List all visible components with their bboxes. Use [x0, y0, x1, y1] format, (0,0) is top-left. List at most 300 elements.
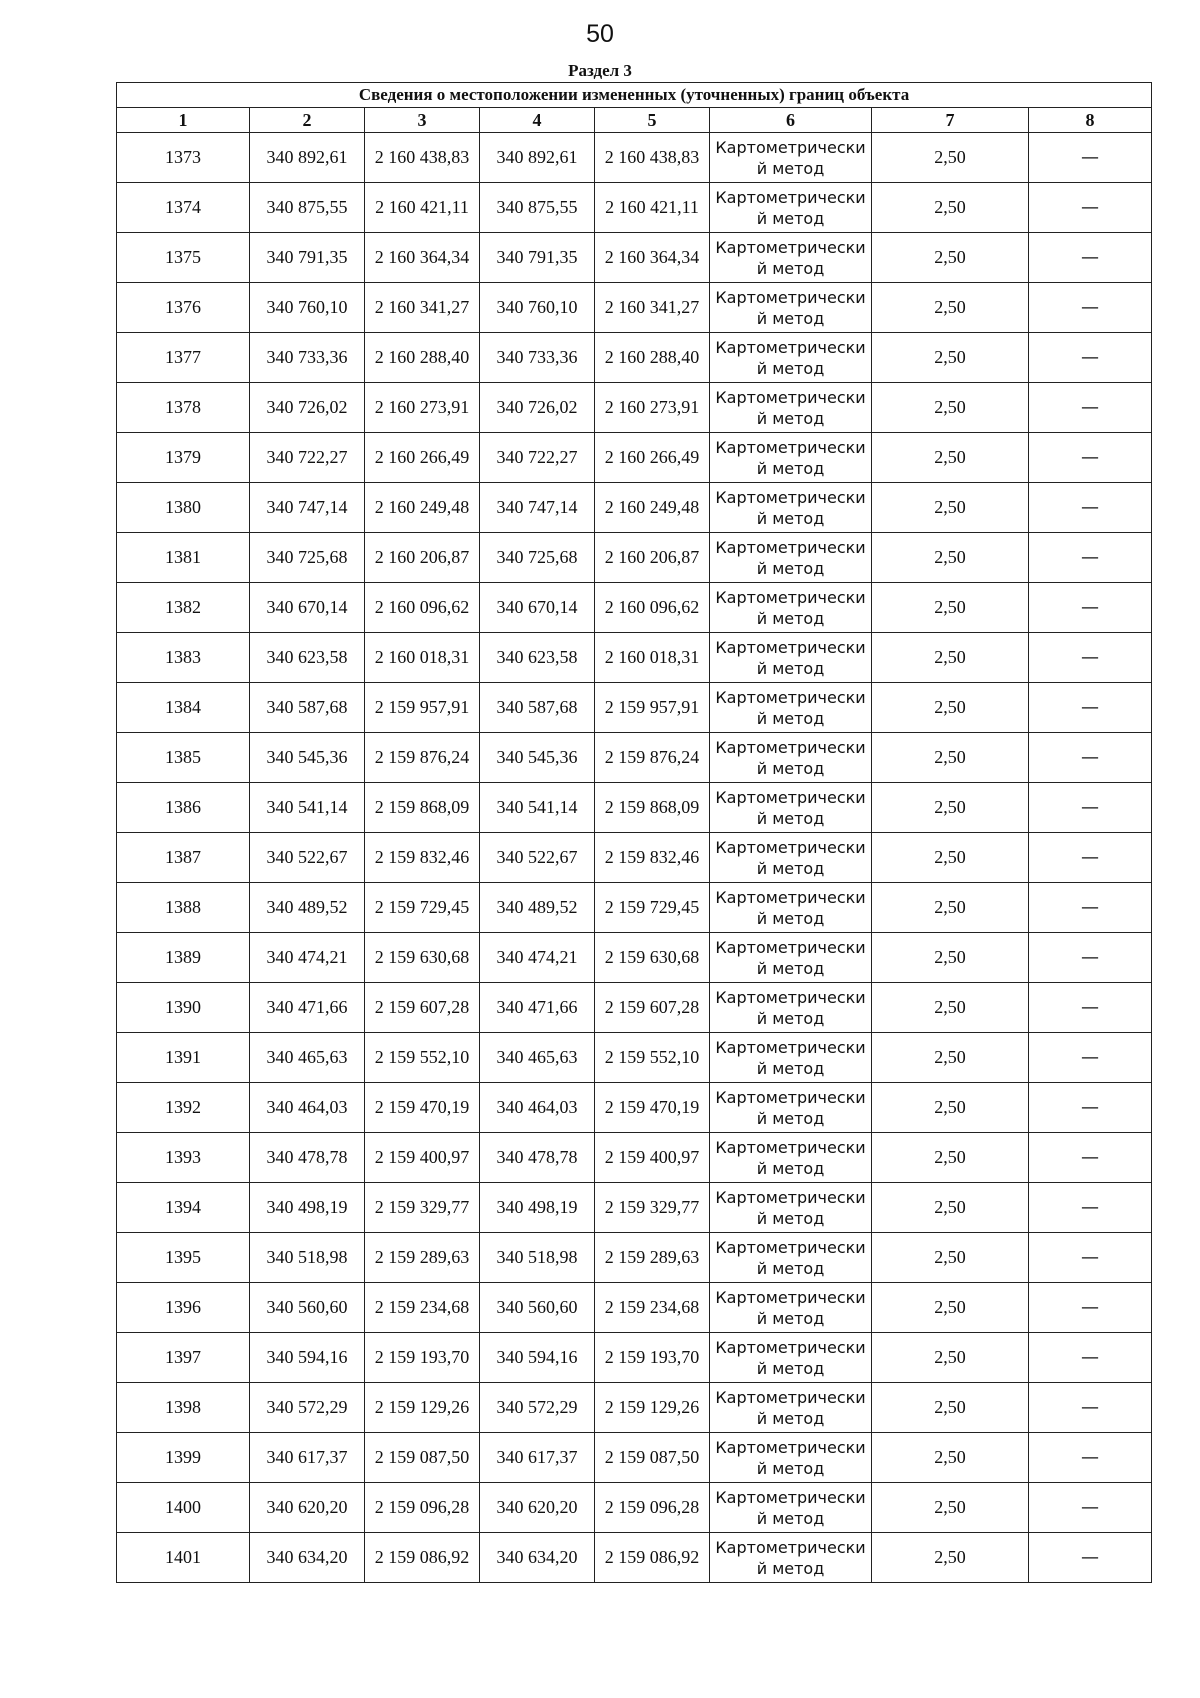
description-cell: —	[1029, 1033, 1152, 1083]
new-y-cell: 2 159 957,91	[595, 683, 710, 733]
existing-y-cell: 2 159 129,26	[365, 1383, 480, 1433]
new-x-cell: 340 478,78	[480, 1133, 595, 1183]
method-cell	[710, 933, 872, 983]
description-cell: —	[1029, 1233, 1152, 1283]
existing-y-cell: 2 160 096,62	[365, 583, 480, 633]
precision-cell: 2,50	[872, 833, 1029, 883]
existing-x-cell: 340 722,27	[250, 433, 365, 483]
method-text-line1: Картометрически	[715, 637, 866, 657]
method-cell	[710, 283, 872, 333]
point-number-cell: 1394	[117, 1183, 250, 1233]
description-cell: —	[1029, 733, 1152, 783]
method-cell	[710, 783, 872, 833]
method-text-line1: Картометрически	[715, 837, 866, 857]
table-row	[117, 1283, 1152, 1333]
existing-y-cell: 2 159 832,46	[365, 833, 480, 883]
precision-cell: 2,50	[872, 1033, 1029, 1083]
method-cell	[710, 433, 872, 483]
method-text-line2: й метод	[756, 758, 825, 778]
description-cell: —	[1029, 1383, 1152, 1433]
point-number-cell: 1397	[117, 1333, 250, 1383]
point-number-cell: 1398	[117, 1383, 250, 1433]
method-text-line2: й метод	[756, 308, 825, 328]
point-number-cell: 1383	[117, 633, 250, 683]
description-cell: —	[1029, 1133, 1152, 1183]
method-text-line1: Картометрически	[715, 1037, 866, 1057]
precision-cell: 2,50	[872, 1233, 1029, 1283]
precision-cell: 2,50	[872, 333, 1029, 383]
new-y-cell: 2 159 470,19	[595, 1083, 710, 1133]
table-row	[117, 1183, 1152, 1233]
method-text-line1: Картометрически	[715, 687, 866, 707]
existing-y-cell: 2 159 329,77	[365, 1183, 480, 1233]
point-number-cell: 1393	[117, 1133, 250, 1183]
new-y-cell: 2 159 607,28	[595, 983, 710, 1033]
method-text-line2: й метод	[756, 1308, 825, 1328]
existing-y-cell: 2 159 729,45	[365, 883, 480, 933]
existing-x-cell: 340 560,60	[250, 1283, 365, 1333]
new-x-cell: 340 634,20	[480, 1533, 595, 1583]
existing-y-cell: 2 159 096,28	[365, 1483, 480, 1533]
table-row	[117, 383, 1152, 433]
existing-x-cell: 340 634,20	[250, 1533, 365, 1583]
new-y-cell: 2 159 289,63	[595, 1233, 710, 1283]
existing-y-cell: 2 159 552,10	[365, 1033, 480, 1083]
existing-y-cell: 2 159 086,92	[365, 1533, 480, 1583]
precision-cell: 2,50	[872, 1283, 1029, 1333]
precision-cell: 2,50	[872, 133, 1029, 183]
new-x-cell: 340 522,67	[480, 833, 595, 883]
existing-x-cell: 340 498,19	[250, 1183, 365, 1233]
new-x-cell: 340 489,52	[480, 883, 595, 933]
new-x-cell: 340 733,36	[480, 333, 595, 383]
new-x-cell: 340 541,14	[480, 783, 595, 833]
existing-x-cell: 340 464,03	[250, 1083, 365, 1133]
description-cell: —	[1029, 1283, 1152, 1333]
table-row	[117, 783, 1152, 833]
method-cell	[710, 1433, 872, 1483]
method-text-line2: й метод	[756, 1558, 825, 1578]
method-text-line2: й метод	[756, 808, 825, 828]
existing-y-cell: 2 160 249,48	[365, 483, 480, 533]
method-text-line2: й метод	[756, 1058, 825, 1078]
existing-x-cell: 340 471,66	[250, 983, 365, 1033]
method-text-line1: Картометрически	[715, 587, 866, 607]
method-text-line1: Картометрически	[715, 1137, 866, 1157]
method-cell	[710, 1483, 872, 1533]
table-row	[117, 1133, 1152, 1183]
method-cell	[710, 533, 872, 583]
description-cell: —	[1029, 533, 1152, 583]
table-row	[117, 333, 1152, 383]
method-text-line1: Картометрически	[715, 987, 866, 1007]
existing-x-cell: 340 726,02	[250, 383, 365, 433]
table-row	[117, 233, 1152, 283]
table-row	[117, 933, 1152, 983]
column-number-row	[117, 108, 1152, 133]
existing-x-cell: 340 623,58	[250, 633, 365, 683]
existing-x-cell: 340 725,68	[250, 533, 365, 583]
description-cell: —	[1029, 1333, 1152, 1383]
method-cell	[710, 983, 872, 1033]
existing-y-cell: 2 160 206,87	[365, 533, 480, 583]
method-text-line1: Картометрически	[715, 1537, 866, 1557]
precision-cell: 2,50	[872, 1083, 1029, 1133]
description-cell: —	[1029, 1183, 1152, 1233]
method-cell	[710, 1083, 872, 1133]
method-text-line2: й метод	[756, 1158, 825, 1178]
method-text-line1: Картометрически	[715, 1287, 866, 1307]
method-cell	[710, 883, 872, 933]
method-text-line2: й метод	[756, 858, 825, 878]
point-number-cell: 1396	[117, 1283, 250, 1333]
precision-cell: 2,50	[872, 1433, 1029, 1483]
method-text-line2: й метод	[756, 658, 825, 678]
existing-y-cell: 2 160 273,91	[365, 383, 480, 433]
new-y-cell: 2 160 206,87	[595, 533, 710, 583]
method-text-line1: Картометрически	[715, 537, 866, 557]
table-row	[117, 1433, 1152, 1483]
description-cell: —	[1029, 433, 1152, 483]
point-number-cell: 1376	[117, 283, 250, 333]
table-row	[117, 833, 1152, 883]
new-x-cell: 340 725,68	[480, 533, 595, 583]
method-text-line2: й метод	[756, 258, 825, 278]
new-x-cell: 340 471,66	[480, 983, 595, 1033]
precision-cell: 2,50	[872, 783, 1029, 833]
method-text-line2: й метод	[756, 1508, 825, 1528]
table-caption: Сведения о местоположении измененных (уточненных) границ объекта	[117, 83, 1152, 108]
precision-cell: 2,50	[872, 433, 1029, 483]
method-cell	[710, 1383, 872, 1433]
new-x-cell: 340 545,36	[480, 733, 595, 783]
description-cell: —	[1029, 833, 1152, 883]
existing-x-cell: 340 620,20	[250, 1483, 365, 1533]
method-text-line1: Картометрически	[715, 1437, 866, 1457]
new-x-cell: 340 518,98	[480, 1233, 595, 1283]
precision-cell: 2,50	[872, 633, 1029, 683]
precision-cell: 2,50	[872, 683, 1029, 733]
new-x-cell: 340 892,61	[480, 133, 595, 183]
point-number-cell: 1379	[117, 433, 250, 483]
point-number-cell: 1387	[117, 833, 250, 883]
precision-cell: 2,50	[872, 1383, 1029, 1433]
column-number-4: 4	[480, 108, 595, 133]
existing-y-cell: 2 159 289,63	[365, 1233, 480, 1283]
table-row	[117, 1383, 1152, 1433]
table-row	[117, 183, 1152, 233]
precision-cell: 2,50	[872, 1533, 1029, 1583]
method-cell	[710, 733, 872, 783]
new-x-cell: 340 474,21	[480, 933, 595, 983]
new-x-cell: 340 670,14	[480, 583, 595, 633]
method-cell	[710, 1533, 872, 1583]
existing-x-cell: 340 465,63	[250, 1033, 365, 1083]
new-y-cell: 2 160 018,31	[595, 633, 710, 683]
column-number-6: 6	[710, 108, 872, 133]
existing-x-cell: 340 522,67	[250, 833, 365, 883]
column-number-5: 5	[595, 108, 710, 133]
existing-x-cell: 340 670,14	[250, 583, 365, 633]
existing-y-cell: 2 159 400,97	[365, 1133, 480, 1183]
existing-x-cell: 340 478,78	[250, 1133, 365, 1183]
column-number-3: 3	[365, 108, 480, 133]
existing-y-cell: 2 159 087,50	[365, 1433, 480, 1483]
existing-x-cell: 340 587,68	[250, 683, 365, 733]
method-text-line2: й метод	[756, 1258, 825, 1278]
section-title: Раздел 3	[568, 61, 632, 80]
new-x-cell: 340 587,68	[480, 683, 595, 733]
method-text-line2: й метод	[756, 1208, 825, 1228]
table-row	[117, 1083, 1152, 1133]
method-text-line1: Картометрически	[715, 137, 866, 157]
point-number-cell: 1391	[117, 1033, 250, 1083]
method-text-line1: Картометрически	[715, 437, 866, 457]
existing-x-cell: 340 572,29	[250, 1383, 365, 1433]
method-text-line2: й метод	[756, 508, 825, 528]
point-number-cell: 1374	[117, 183, 250, 233]
existing-x-cell: 340 594,16	[250, 1333, 365, 1383]
new-x-cell: 340 722,27	[480, 433, 595, 483]
description-cell: —	[1029, 1533, 1152, 1583]
new-y-cell: 2 159 729,45	[595, 883, 710, 933]
point-number-cell: 1375	[117, 233, 250, 283]
existing-x-cell: 340 489,52	[250, 883, 365, 933]
description-cell: —	[1029, 683, 1152, 733]
method-text-line2: й метод	[756, 958, 825, 978]
existing-y-cell: 2 160 438,83	[365, 133, 480, 183]
existing-y-cell: 2 159 868,09	[365, 783, 480, 833]
new-y-cell: 2 159 086,92	[595, 1533, 710, 1583]
method-text-line2: й метод	[756, 558, 825, 578]
table-row	[117, 283, 1152, 333]
method-text-line1: Картометрически	[715, 337, 866, 357]
new-x-cell: 340 498,19	[480, 1183, 595, 1233]
new-y-cell: 2 159 096,28	[595, 1483, 710, 1533]
point-number-cell: 1378	[117, 383, 250, 433]
new-x-cell: 340 465,63	[480, 1033, 595, 1083]
point-number-cell: 1390	[117, 983, 250, 1033]
new-x-cell: 340 623,58	[480, 633, 595, 683]
new-y-cell: 2 160 096,62	[595, 583, 710, 633]
table-row	[117, 133, 1152, 183]
existing-x-cell: 340 747,14	[250, 483, 365, 533]
method-text-line1: Картометрически	[715, 387, 866, 407]
method-cell	[710, 483, 872, 533]
description-cell: —	[1029, 783, 1152, 833]
existing-x-cell: 340 617,37	[250, 1433, 365, 1483]
description-cell: —	[1029, 1083, 1152, 1133]
description-cell: —	[1029, 333, 1152, 383]
description-cell: —	[1029, 933, 1152, 983]
point-number-cell: 1386	[117, 783, 250, 833]
new-x-cell: 340 594,16	[480, 1333, 595, 1383]
table-row	[117, 883, 1152, 933]
new-y-cell: 2 160 438,83	[595, 133, 710, 183]
existing-y-cell: 2 159 876,24	[365, 733, 480, 783]
method-text-line1: Картометрически	[715, 1387, 866, 1407]
existing-y-cell: 2 159 630,68	[365, 933, 480, 983]
table-row	[117, 683, 1152, 733]
existing-y-cell: 2 160 364,34	[365, 233, 480, 283]
existing-y-cell: 2 159 193,70	[365, 1333, 480, 1383]
new-y-cell: 2 159 329,77	[595, 1183, 710, 1233]
existing-x-cell: 340 760,10	[250, 283, 365, 333]
method-text-line1: Картометрически	[715, 237, 866, 257]
page-number: 50	[586, 20, 614, 48]
point-number-cell: 1381	[117, 533, 250, 583]
existing-x-cell: 340 791,35	[250, 233, 365, 283]
new-x-cell: 340 620,20	[480, 1483, 595, 1533]
column-number-8: 8	[1029, 108, 1152, 133]
method-cell	[710, 133, 872, 183]
method-cell	[710, 233, 872, 283]
table-body	[117, 133, 1152, 1583]
existing-y-cell: 2 160 421,11	[365, 183, 480, 233]
precision-cell: 2,50	[872, 583, 1029, 633]
description-cell: —	[1029, 583, 1152, 633]
point-number-cell: 1392	[117, 1083, 250, 1133]
table-row	[117, 433, 1152, 483]
table-row	[117, 633, 1152, 683]
new-x-cell: 340 760,10	[480, 283, 595, 333]
method-cell	[710, 583, 872, 633]
table-row	[117, 1533, 1152, 1583]
method-text-line2: й метод	[756, 358, 825, 378]
column-number-1: 1	[117, 108, 250, 133]
new-y-cell: 2 160 288,40	[595, 333, 710, 383]
precision-cell: 2,50	[872, 883, 1029, 933]
existing-x-cell: 340 892,61	[250, 133, 365, 183]
method-cell	[710, 833, 872, 883]
existing-x-cell: 340 518,98	[250, 1233, 365, 1283]
method-text-line1: Картометрически	[715, 787, 866, 807]
method-text-line1: Картометрически	[715, 1237, 866, 1257]
description-cell: —	[1029, 133, 1152, 183]
new-x-cell: 340 726,02	[480, 383, 595, 433]
method-text-line2: й метод	[756, 1008, 825, 1028]
point-number-cell: 1400	[117, 1483, 250, 1533]
point-number-cell: 1388	[117, 883, 250, 933]
method-text-line1: Картометрически	[715, 737, 866, 757]
table-row	[117, 733, 1152, 783]
table-row	[117, 983, 1152, 1033]
method-text-line1: Картометрически	[715, 887, 866, 907]
method-cell	[710, 1133, 872, 1183]
new-x-cell: 340 747,14	[480, 483, 595, 533]
existing-y-cell: 2 159 607,28	[365, 983, 480, 1033]
existing-y-cell: 2 160 288,40	[365, 333, 480, 383]
method-text-line2: й метод	[756, 608, 825, 628]
point-number-cell: 1399	[117, 1433, 250, 1483]
existing-x-cell: 340 545,36	[250, 733, 365, 783]
table-row	[117, 483, 1152, 533]
method-text-line2: й метод	[756, 158, 825, 178]
point-number-cell: 1395	[117, 1233, 250, 1283]
existing-y-cell: 2 160 341,27	[365, 283, 480, 333]
column-number-2: 2	[250, 108, 365, 133]
existing-x-cell: 340 733,36	[250, 333, 365, 383]
new-y-cell: 2 160 341,27	[595, 283, 710, 333]
method-text-line1: Картометрически	[715, 187, 866, 207]
new-y-cell: 2 159 868,09	[595, 783, 710, 833]
table-row	[117, 1033, 1152, 1083]
method-text-line1: Картометрически	[715, 1187, 866, 1207]
method-text-line2: й метод	[756, 1108, 825, 1128]
point-number-cell: 1389	[117, 933, 250, 983]
method-cell	[710, 1183, 872, 1233]
precision-cell: 2,50	[872, 283, 1029, 333]
new-y-cell: 2 160 273,91	[595, 383, 710, 433]
new-y-cell: 2 160 421,11	[595, 183, 710, 233]
new-x-cell: 340 572,29	[480, 1383, 595, 1433]
new-x-cell: 340 464,03	[480, 1083, 595, 1133]
new-y-cell: 2 159 234,68	[595, 1283, 710, 1333]
method-text-line1: Картометрически	[715, 937, 866, 957]
existing-x-cell: 340 541,14	[250, 783, 365, 833]
new-y-cell: 2 159 832,46	[595, 833, 710, 883]
method-cell	[710, 183, 872, 233]
existing-y-cell: 2 160 266,49	[365, 433, 480, 483]
method-text-line1: Картометрически	[715, 487, 866, 507]
method-text-line2: й метод	[756, 708, 825, 728]
table-row	[117, 1233, 1152, 1283]
description-cell: —	[1029, 383, 1152, 433]
table-row	[117, 583, 1152, 633]
description-cell: —	[1029, 633, 1152, 683]
boundary-coordinates-table	[116, 82, 1152, 1583]
point-number-cell: 1377	[117, 333, 250, 383]
new-y-cell: 2 159 193,70	[595, 1333, 710, 1383]
method-text-line1: Картометрически	[715, 1087, 866, 1107]
point-number-cell: 1384	[117, 683, 250, 733]
precision-cell: 2,50	[872, 1133, 1029, 1183]
description-cell: —	[1029, 233, 1152, 283]
new-y-cell: 2 159 552,10	[595, 1033, 710, 1083]
precision-cell: 2,50	[872, 183, 1029, 233]
column-number-7: 7	[872, 108, 1029, 133]
method-text-line1: Картометрически	[715, 1487, 866, 1507]
existing-y-cell: 2 160 018,31	[365, 633, 480, 683]
precision-cell: 2,50	[872, 233, 1029, 283]
precision-cell: 2,50	[872, 1483, 1029, 1533]
point-number-cell: 1373	[117, 133, 250, 183]
existing-y-cell: 2 159 470,19	[365, 1083, 480, 1133]
precision-cell: 2,50	[872, 733, 1029, 783]
point-number-cell: 1382	[117, 583, 250, 633]
new-y-cell: 2 159 630,68	[595, 933, 710, 983]
new-y-cell: 2 159 876,24	[595, 733, 710, 783]
precision-cell: 2,50	[872, 983, 1029, 1033]
method-cell	[710, 333, 872, 383]
new-x-cell: 340 560,60	[480, 1283, 595, 1333]
precision-cell: 2,50	[872, 533, 1029, 583]
precision-cell: 2,50	[872, 1333, 1029, 1383]
method-text-line2: й метод	[756, 908, 825, 928]
method-text-line2: й метод	[756, 1408, 825, 1428]
method-text-line2: й метод	[756, 208, 825, 228]
description-cell: —	[1029, 183, 1152, 233]
new-y-cell: 2 159 087,50	[595, 1433, 710, 1483]
new-x-cell: 340 791,35	[480, 233, 595, 283]
description-cell: —	[1029, 1433, 1152, 1483]
point-number-cell: 1401	[117, 1533, 250, 1583]
method-text-line2: й метод	[756, 458, 825, 478]
new-y-cell: 2 160 364,34	[595, 233, 710, 283]
existing-y-cell: 2 159 234,68	[365, 1283, 480, 1333]
method-cell	[710, 633, 872, 683]
new-x-cell: 340 875,55	[480, 183, 595, 233]
